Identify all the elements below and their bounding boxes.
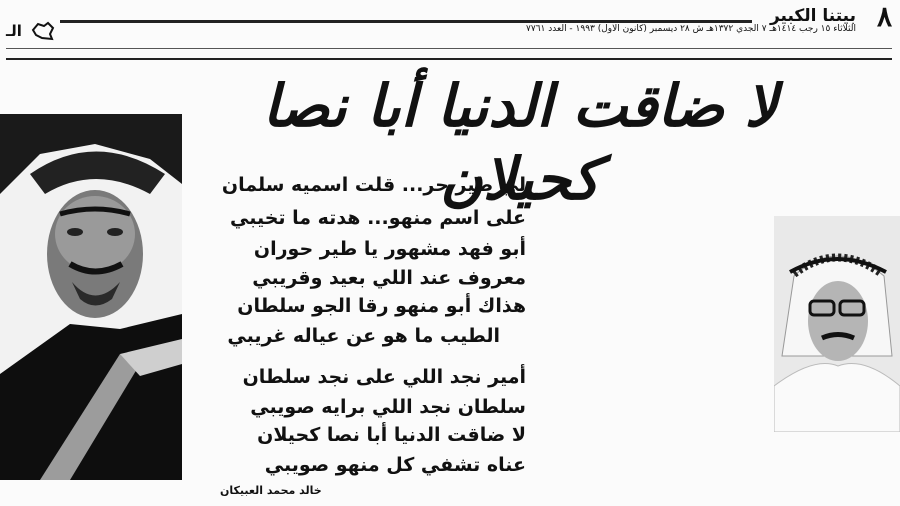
headline: لا ضاقت الدنيا أبا نصا كحيلان	[262, 72, 778, 213]
author-byline: خالد محمد العبيكان	[220, 484, 322, 497]
logo-text: الـ	[6, 22, 22, 40]
poem-verse-10: عناه تشفي كل منهو صويبي	[264, 454, 526, 476]
portrait-photo-left	[0, 114, 182, 480]
poem-verse-6: الطيب ما هو عن عياله غريبي	[227, 325, 500, 347]
poem-verse-7: أمير نجد اللي على نجد سلطان	[242, 366, 526, 388]
poem-verse-4: معروف عند اللي بعيد وقريبي	[252, 267, 526, 289]
header-date-issue: الثلاثاء ١٥ رجب ١٤١٤هـ ٧ الجدي ١٣٧٢هـ ش ٢٨ ديسمبر (كانون الاول) ١٩٩٣ - العدد ٧٧٦١	[526, 24, 856, 34]
portrait-photo-right	[774, 216, 900, 432]
header-divider	[6, 48, 892, 49]
section-name: بيتنا الكبير	[769, 6, 856, 26]
header-top-rule	[60, 20, 752, 23]
poem-verse-9: لا ضاقت الدنيا أبا نصا كحيلان	[257, 424, 526, 446]
poem-verse-3: أبو فهد مشهور يا طير حوران	[253, 238, 526, 260]
poem-verse-8: سلطان نجد اللي برايه صويبي	[250, 396, 526, 418]
map-logo-icon	[30, 20, 56, 42]
page-number: ٨	[876, 0, 892, 33]
poem-verse-1: لي طير حر... قلت اسميه سلمان	[221, 174, 526, 196]
header-bottom-rule	[6, 58, 892, 60]
poem-verse-5: هذاك أبو منهو رقا الجو سلطان	[237, 295, 526, 317]
poem-verse-2: على اسم منهو... هدته ما تخيبي	[229, 207, 526, 229]
